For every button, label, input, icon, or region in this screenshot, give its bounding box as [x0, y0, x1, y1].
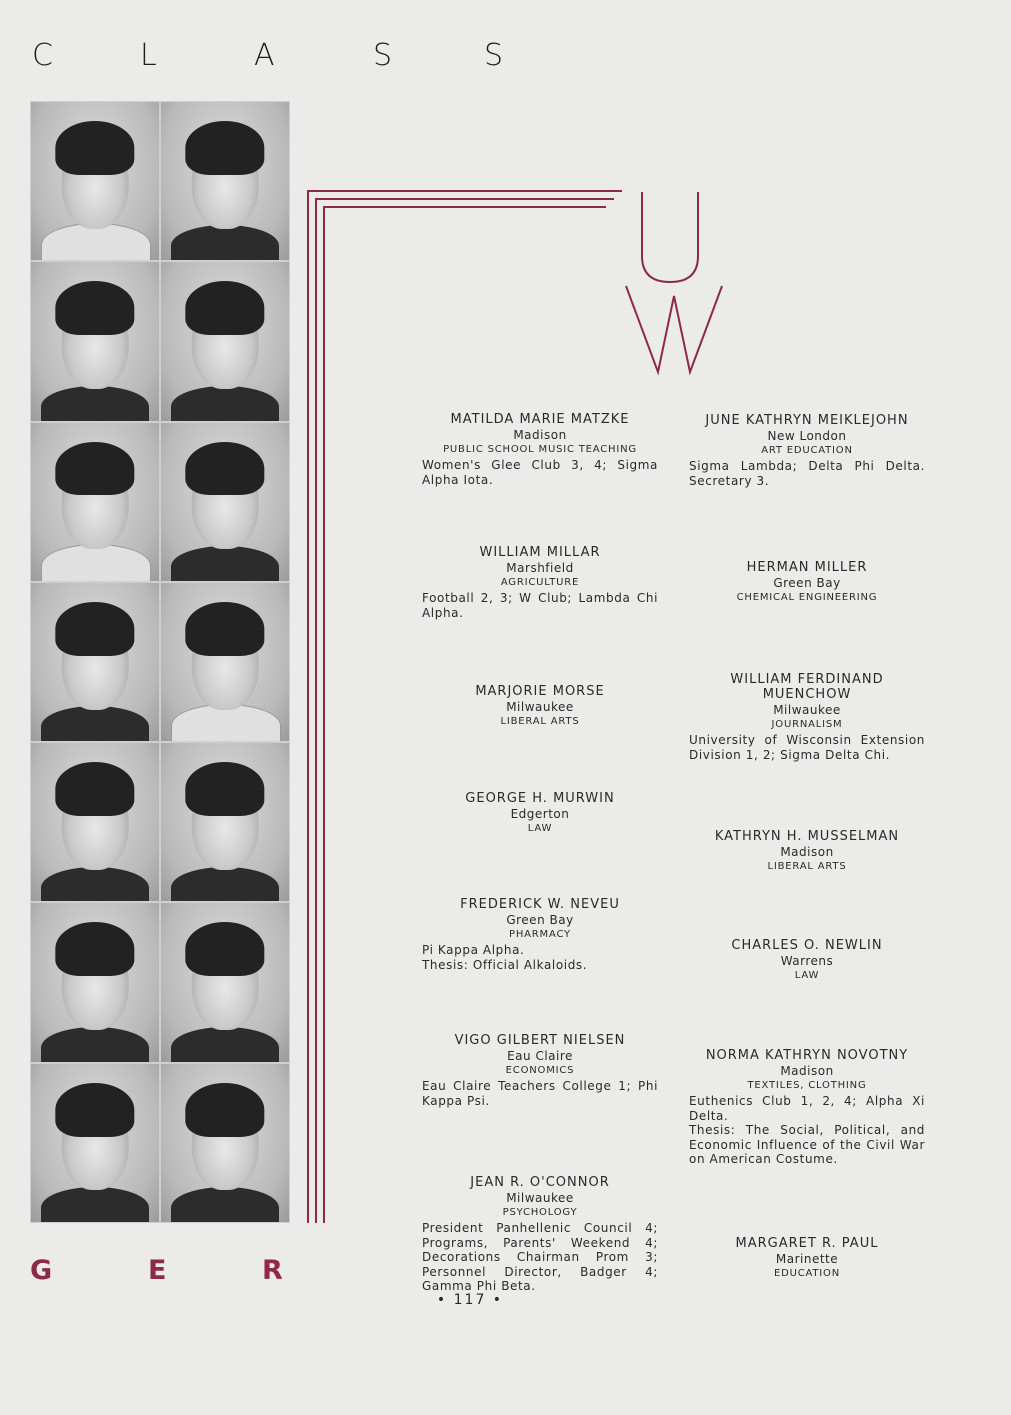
student-hometown: Madison [780, 845, 834, 859]
student-portrait [30, 101, 160, 261]
student-course: LAW [794, 970, 820, 981]
student-hometown: Marshfield [506, 561, 574, 575]
student-thesis: Thesis: The Social, Political, and Economic Influence of the Civil War on American Costume. [689, 1123, 925, 1166]
portrait-hair [55, 1083, 134, 1137]
footer-letter: R [262, 1255, 283, 1286]
student-entry [689, 829, 925, 873]
student-activities: Sigma Lambda; Delta Phi Delta. Secretary 3. [689, 459, 925, 488]
student-hometown: Warrens [780, 954, 834, 968]
portrait-hair [185, 922, 264, 976]
student-portrait [30, 902, 160, 1062]
portrait-clothing [41, 223, 151, 261]
student-entry [422, 791, 658, 835]
portrait-clothing [41, 386, 149, 422]
student-entry [422, 1175, 658, 1294]
student-activities: President Panhellenic Council 4; Programs, Parents' Weekend 4; Decorations Chairman Prom 3; Personnel Director, Badger 4; Gamma Phi Beta. [422, 1221, 658, 1293]
student-entry [689, 938, 925, 982]
portrait-hair [185, 281, 264, 335]
student-entry [689, 560, 925, 604]
portrait-hair [55, 442, 134, 496]
footer-title [0, 1255, 320, 1295]
header-letter: S [484, 38, 504, 73]
header-letter: L [140, 38, 157, 73]
student-hometown: Eau Claire [507, 1049, 573, 1063]
header-letter: A [254, 38, 275, 73]
student-name: NORMA KATHRYN NOVOTNY [705, 1048, 909, 1063]
student-portrait [160, 582, 290, 742]
student-hometown: Madison [513, 428, 567, 442]
portrait-clothing [41, 1187, 149, 1223]
student-entry [422, 412, 658, 487]
student-course: PHARMACY [509, 929, 571, 940]
student-course: AGRICULTURE [500, 577, 580, 588]
student-name: CHARLES O. NEWLIN [731, 938, 883, 953]
student-entry [422, 684, 658, 728]
student-hometown: Green Bay [506, 913, 574, 927]
page-number: • 117 • [436, 1292, 504, 1308]
student-course: EDUCATION [774, 1268, 840, 1279]
student-name: HERMAN MILLER [746, 560, 868, 575]
student-entry [689, 413, 925, 488]
student-portrait [160, 422, 290, 582]
student-course: PUBLIC SCHOOL MUSIC TEACHING [443, 444, 637, 455]
student-activities: Eau Claire Teachers College 1; Phi Kappa Psi. [422, 1079, 658, 1108]
student-portrait [30, 422, 160, 582]
student-course: ART EDUCATION [761, 445, 853, 456]
student-hometown: Edgerton [510, 807, 570, 821]
student-portrait [30, 742, 160, 902]
student-portrait [30, 1063, 160, 1223]
footer-letter: G [30, 1255, 53, 1286]
portrait-clothing [41, 1027, 149, 1063]
student-name: MARJORIE MORSE [475, 684, 605, 699]
student-portrait [30, 582, 160, 742]
student-hometown: Milwaukee [773, 703, 841, 717]
student-portrait [160, 742, 290, 902]
portrait-hair [55, 762, 134, 816]
portrait-hair [185, 602, 264, 656]
portrait-hair [55, 121, 134, 175]
portrait-clothing [41, 706, 149, 742]
portrait-clothing [171, 225, 279, 261]
student-course: JOURNALISM [771, 719, 843, 730]
portrait-clothing [171, 867, 279, 903]
student-entry [422, 897, 658, 972]
student-name: JEAN R. O'CONNOR [470, 1175, 610, 1190]
portrait-hair [55, 602, 134, 656]
student-activities: University of Wisconsin Extension Division 1, 2; Sigma Delta Chi. [689, 733, 925, 762]
student-hometown: Milwaukee [506, 1191, 574, 1205]
portrait-clothing [41, 867, 149, 903]
portrait-clothing [171, 704, 281, 742]
portrait-grid [30, 101, 290, 1223]
student-course: ECONOMICS [505, 1065, 575, 1076]
student-portrait [30, 261, 160, 421]
student-name: WILLIAM MILLAR [479, 545, 601, 560]
student-activities: Pi Kappa Alpha. [422, 943, 525, 957]
portrait-hair [55, 922, 134, 976]
portrait-hair [185, 442, 264, 496]
student-name: VIGO GILBERT NIELSEN [454, 1033, 626, 1048]
student-portrait [160, 261, 290, 421]
student-name: MATILDA MARIE MATZKE [450, 412, 630, 427]
portrait-clothing [171, 1027, 279, 1063]
student-portrait [160, 1063, 290, 1223]
student-hometown: Marinette [775, 1252, 839, 1266]
student-hometown: Milwaukee [506, 700, 574, 714]
student-name: GEORGE H. MURWIN [465, 791, 615, 806]
student-activities: Football 2, 3; W Club; Lambda Chi Alpha. [422, 591, 658, 620]
portrait-hair [185, 762, 264, 816]
student-entry [689, 672, 925, 762]
student-portrait [160, 101, 290, 261]
header-title [0, 38, 1011, 78]
header-letter: S [373, 38, 393, 73]
header-letter: C [32, 38, 53, 73]
student-course: CHEMICAL ENGINEERING [736, 592, 878, 603]
portrait-clothing [41, 544, 151, 582]
uw-monogram [624, 186, 724, 380]
student-course: LAW [527, 823, 553, 834]
student-course: TEXTILES, CLOTHING [747, 1080, 867, 1091]
student-activities: Women's Glee Club 3, 4; Sigma Alpha Iota. [422, 458, 658, 487]
portrait-clothing [171, 546, 279, 582]
student-entry [422, 545, 658, 620]
student-course: PSYCHOLOGY [502, 1207, 578, 1218]
student-entry [689, 1236, 925, 1280]
portrait-hair [185, 1083, 264, 1137]
student-hometown: Green Bay [773, 576, 841, 590]
student-name: WILLIAM FERDINAND MUENCHOW [730, 672, 884, 702]
student-hometown: New London [767, 429, 847, 443]
student-name: KATHRYN H. MUSSELMAN [714, 829, 900, 844]
footer-letter: E [148, 1255, 167, 1286]
portrait-hair [55, 281, 134, 335]
student-hometown: Madison [780, 1064, 834, 1078]
portrait-hair [185, 121, 264, 175]
student-course: LIBERAL ARTS [500, 716, 580, 727]
student-name: MARGARET R. PAUL [735, 1236, 879, 1251]
portrait-clothing [171, 1187, 279, 1223]
student-course: LIBERAL ARTS [767, 861, 847, 872]
student-name: FREDERICK W. NEVEU [460, 897, 620, 912]
portrait-clothing [171, 386, 279, 422]
student-portrait [160, 902, 290, 1062]
student-entry [422, 1033, 658, 1108]
student-thesis: Thesis: Official Alkaloids. [422, 957, 588, 972]
student-activities: Euthenics Club 1, 2, 4; Alpha Xi Delta. [689, 1094, 925, 1123]
student-entry [689, 1048, 925, 1167]
student-name: JUNE KATHRYN MEIKLEJOHN [705, 413, 909, 428]
